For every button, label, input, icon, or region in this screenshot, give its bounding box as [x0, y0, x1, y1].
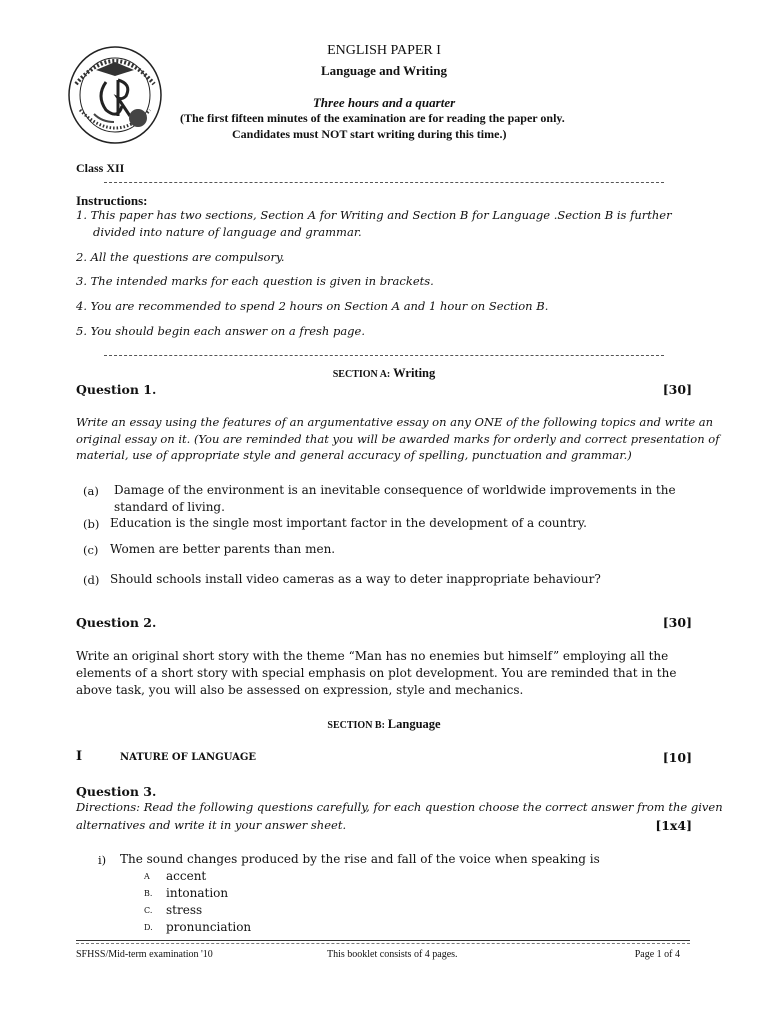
reading-note-line-1: (The first fifteen minutes of the examination are for reading the paper only.	[180, 111, 565, 125]
instruction-item: 5. You should begin each answer on a fresh page.	[76, 324, 365, 338]
section-a-name: Writing	[393, 366, 436, 380]
question-2-text: Write an original short story with the theme “Man has no enemies but himself” employing all the	[76, 649, 669, 663]
part-numeral: I	[76, 749, 83, 764]
section-a-prefix: SECTION A:	[332, 369, 391, 380]
sub-question-text: The sound changes produced by the rise and fall of the voice when speaking is	[120, 852, 600, 866]
choice-text: intonation	[166, 886, 229, 900]
option-label: (d)	[83, 573, 100, 587]
question-1-directions: material, use of appropriate style and general accuracy of spelling, punctuation and grammar.)	[76, 448, 632, 462]
sub-question-label: i)	[98, 853, 107, 867]
section-a-heading	[0, 366, 768, 381]
option-label: (a)	[83, 484, 99, 498]
question-2-text: above task, you will also be assessed on expression, style and mechanics.	[76, 683, 524, 697]
choice-text: accent	[166, 869, 207, 883]
instruction-item: 4. You are recommended to spend 2 hours on Section A and 1 hour on Section B.	[76, 299, 549, 313]
section-b-name: Language	[387, 717, 441, 731]
reading-note-line-2: Candidates must NOT start writing during this time.)	[232, 127, 507, 141]
divider	[104, 355, 664, 357]
choice-letter: A	[144, 872, 150, 881]
question-3-directions: alternatives and write it in your answer sheet.	[76, 818, 347, 832]
question-3-directions: Directions: Read the following questions carefully, for each question choose the correct answer from the given	[76, 800, 723, 814]
part-title: NATURE OF LANGUAGE	[120, 752, 257, 763]
choice-letter: B.	[144, 889, 153, 898]
option-text-continued: standard of living.	[114, 500, 225, 514]
footer-center: This booklet consists of 4 pages.	[327, 949, 458, 960]
question-3-label: Question 3.	[76, 784, 157, 799]
section-b-prefix: SECTION B:	[327, 720, 385, 731]
instruction-item-continued: divided into nature of language and grammar.	[93, 225, 362, 239]
choice-text: stress	[166, 903, 203, 917]
paper-title: ENGLISH PAPER I	[327, 43, 441, 58]
divider	[104, 182, 664, 184]
instructions-heading: Instructions:	[76, 193, 148, 208]
paper-subtitle: Language and Writing	[321, 63, 447, 78]
option-label: (b)	[83, 517, 100, 531]
question-3-marks: [1x4]	[655, 818, 692, 833]
instruction-item: 1. This paper has two sections, Section A for Writing and Section B for Language .Section B is further	[76, 208, 672, 222]
option-text: Women are better parents than men.	[110, 542, 336, 556]
part-marks: [10]	[662, 750, 692, 765]
instruction-item: 2. All the questions are compulsory.	[76, 250, 285, 264]
question-1-directions: original essay on it. (You are reminded that you will be awarded marks for orderly and correct presentation of	[76, 432, 720, 446]
option-text: Damage of the environment is an inevitable consequence of worldwide improvements in the	[114, 483, 676, 497]
question-2-marks: [30]	[662, 615, 692, 630]
class-label: Class XII	[76, 161, 125, 175]
question-1-label: Question 1.	[76, 382, 157, 397]
option-label: (c)	[83, 543, 99, 557]
question-2-label: Question 2.	[76, 615, 157, 630]
exam-duration: Three hours and a quarter	[312, 95, 456, 110]
choice-text: pronunciation	[166, 920, 252, 934]
choice-letter: D.	[144, 923, 153, 932]
instruction-item: 3. The intended marks for each question is given in brackets.	[76, 274, 434, 288]
footer-rule	[76, 940, 690, 944]
option-text: Should schools install video cameras as a way to deter inappropriate behaviour?	[110, 572, 601, 586]
section-b-heading	[0, 717, 768, 732]
question-2-text: elements of a short story with special emphasis on plot development. You are reminded that in the	[76, 666, 677, 680]
footer-page-number: Page 1 of 4	[634, 949, 680, 960]
option-text: Education is the single most important factor in the development of a country.	[110, 516, 587, 530]
footer-left: SFHSS/Mid-term examination '10	[76, 949, 213, 960]
question-1-directions: Write an essay using the features of an argumentative essay on any ONE of the following topics and write an	[76, 415, 714, 429]
question-1-marks: [30]	[662, 382, 692, 397]
choice-letter: C.	[144, 906, 153, 915]
